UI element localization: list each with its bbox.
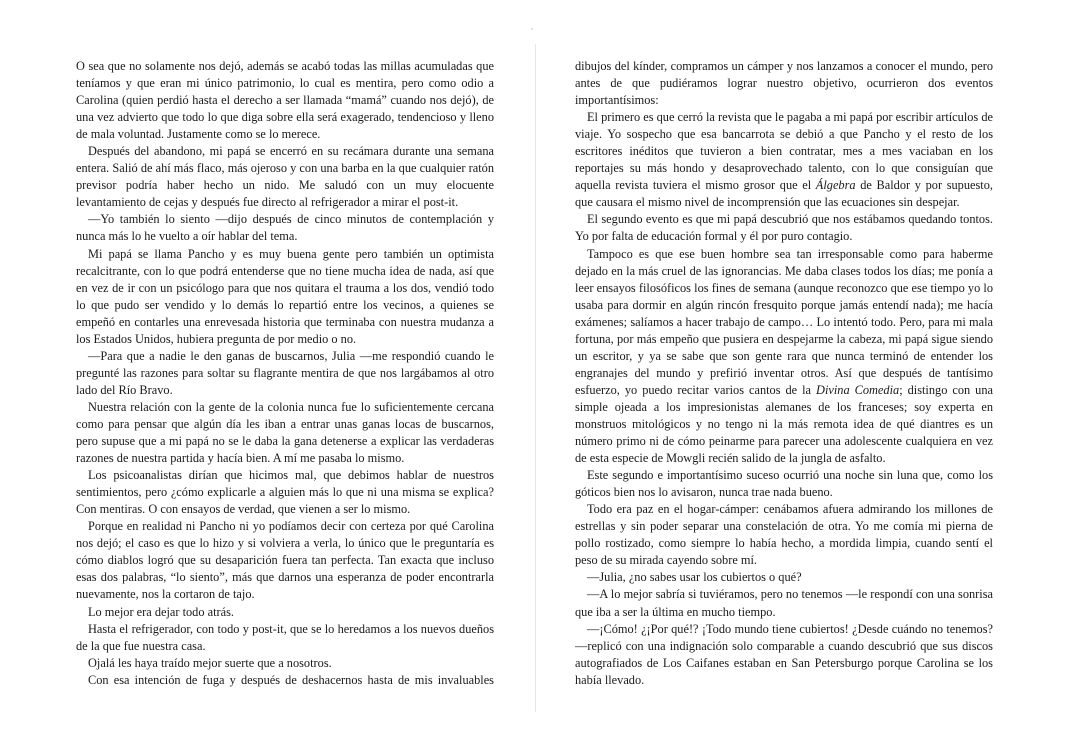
paragraph [575,109,993,211]
text-run: ; distingo con una simple ojeada a los impresionistas alemanes de los franceses; soy experta en monstruos mitológicos y no tengo ni la más remota idea de qué diantres es un número primo ni de cómo peinarme para parecer una adolescente cualquiera en vez de esta especie de Mowgli recién salido de la jungla de asfalto. [575,382,993,466]
text-run: Tampoco es que ese buen hombre sea tan irresponsable como para haberme dejado en la más cruel de las ignorancias. Me daba clases todos los días; me ponía a leer ensayos filosóficos los fines de semana (aunque reconozco que ese tiempo yo lo usaba para dormir en algún rincón fresquito porque jamás entendí nada); me hacía exámenes; salíamos a hacer trabajo de campo… Lo intentó todo. Pero, para mi mala fortuna, por más empeño que pusiera en despejarme la cabeza, mi papá sigue siendo un escritor, y ya se sabe que son gente rara que nunca terminó de entender los engranajes del mundo y prefirió inventar otros. Así que después de tantísimo esfuerzo, yo puedo recitar varios cantos de la [575,246,993,397]
paragraph: Lo mejor era dejar todo atrás. [88,604,235,619]
paragraph: Después del abandono, mi papá se encerró en su recámara durante una semana entera. Salió de ahí más flaco, más ojeroso y con una barba en la que cualquier ratón previsor podría haber hecho un nido. Me saludó con un muy elocuente levantamiento de cejas y después fue directo al refrigerador a mirar el post-it. [76,144,494,210]
page-mark [531,28,533,30]
paragraph: O sea que no solamente nos dejó, además se acabó todas las millas acumuladas que teníamos y que eran mi único patrimonio, lo cual es mentira, pero como odio a Carolina (quien perdió hasta el derecho a ser llamada “mamá” cuando nos dejó), de una vez advierto que todo lo que diga sobre ella será exagerado, tendencioso y lleno de mala voluntad. Justamente como se lo merece. [76,59,494,142]
paragraph: Porque en realidad ni Pancho ni yo podíamos decir con certeza por qué Carolina nos dejó; el caso es que lo hizo y si volviera a verla, lo único que le preguntaría es cómo diablos logró que su desaparición fuera tan perfecta. Tan exacta que incluso esas dos palabras, “lo siento”, más que darnos una esperanza de poder encontrarla nuevamente, nos la cortaron de tajo. [76,519,494,602]
paragraph: —Para que a nadie le den ganas de buscarnos, Julia —me respondió cuando le pregunté las razones para soltar su flagrante mentira de que nos largábamos al otro lado del Río Bravo. [76,348,494,397]
paragraph: Mi papá se llama Pancho y es muy buena gente pero también un optimista recalcitrante, con lo que podrá entenderse que no tiene mucha idea de nada, así que en vez de ir con un psicólogo para que nos quitara el trauma a los dos, vendió todo lo que pudo ser vendido y lo demás lo repartió entre los vecinos, a quienes se empeñó en contarles una enrevesada historia que terminaba con nuestra mudanza a los Estados Unidos, hubiera pregunta de por medio o no. [76,246,494,346]
paragraph: Este segundo e importantísimo suceso ocurrió una noche sin luna que, como los góticos bien nos lo avisaron, nunca trae nada bueno. [575,468,993,500]
italic-title: Divina Comedia [816,382,900,397]
paragraph: Ojalá les haya traído mejor suerte que a nosotros. [88,655,332,670]
paragraph: —Yo también lo siento —dijo después de cinco minutos de contemplación y nunca más lo he vuelto a oír hablar del tema. [76,212,494,244]
paragraph: Con esa intención de fuga y después de deshacernos hasta de mis invaluables [88,672,494,687]
paragraph: Los psicoanalistas dirían que hicimos mal, que debimos hablar de nuestros sentimientos, pero ¿cómo explicarle a alguien más lo que ni una misma se explica? Con mentiras. O con ensayos de verdad, que vienen a ser lo mismo. [76,468,494,517]
paragraph: Nuestra relación con la gente de la colonia nunca fue lo suficientemente cercana como para pensar que algún día les iban a entrar unas ganas locas de buscarnos, pero supuse que a mi papá no se le daba la gana detenerse a explicar las verdaderas razones de nuestra partida y hacía bien. A mí me pasaba lo mismo. [76,399,494,466]
text-run: El primero es que cerró la revista que le pagaba a mi papá por escribir artículos de viaje. Yo sospecho que esa bancarrota se debió a que Pancho y el resto de los escritores inéditos que tuvieron a bien contratar, mes a mes vaciaban en los reportajes su más hondo y desaprovechado talento, con lo que consiguían que aquella revista tuviera el mismo grosor que el [575,110,993,193]
paragraph [575,246,993,468]
page-gutter [535,44,536,712]
left-page [76,58,494,689]
paragraph: —Julia, ¿no sabes usar los cubiertos o qué? [587,570,802,585]
paragraph: Hasta el refrigerador, con todo y post-it, que se lo heredamos a los nuevos dueños de la que fue nuestra casa. [76,621,494,653]
italic-title: Álgebra [815,178,856,193]
paragraph: —A lo mejor sabría si tuviéramos, pero no tenemos —le respondí con una sonrisa que iba a ser la última en mucho tiempo. [575,587,993,619]
text-run: de Baldor y por supuesto, que causara el mismo nivel de incomprensión que las ecuaciones sin despejar. [575,178,993,210]
paragraph: dibujos del kínder, compramos un cámper y nos lanzamos a conocer el mundo, pero antes de que pudiéramos lograr nuestro objetivo, ocurrieron dos eventos importantísimos: [575,59,993,108]
paragraph: Todo era paz en el hogar-cámper: cenábamos afuera admirando los millones de estrellas y sin poder separar una constelación de otra. Yo me comía mi pierna de pollo rostizado, como siempre lo había hecho, a mordida limpia, cuando sentí el peso de su mirada cayendo sobre mí. [575,502,993,568]
paragraph: —¡Cómo! ¿¡Por qué!? ¡Todo mundo tiene cubiertos! ¿Desde cuándo no tenemos? —replicó con una indignación solo comparable a cuando descubrió que sus discos autografiados de Los Caifanes estaban en San Petersburgo porque Carolina se los había llevado. [575,621,993,687]
paragraph: El segundo evento es que mi papá descubrió que nos estábamos quedando tontos. Yo por falta de educación formal y él por puro contagio. [575,212,993,244]
right-page [575,58,993,689]
